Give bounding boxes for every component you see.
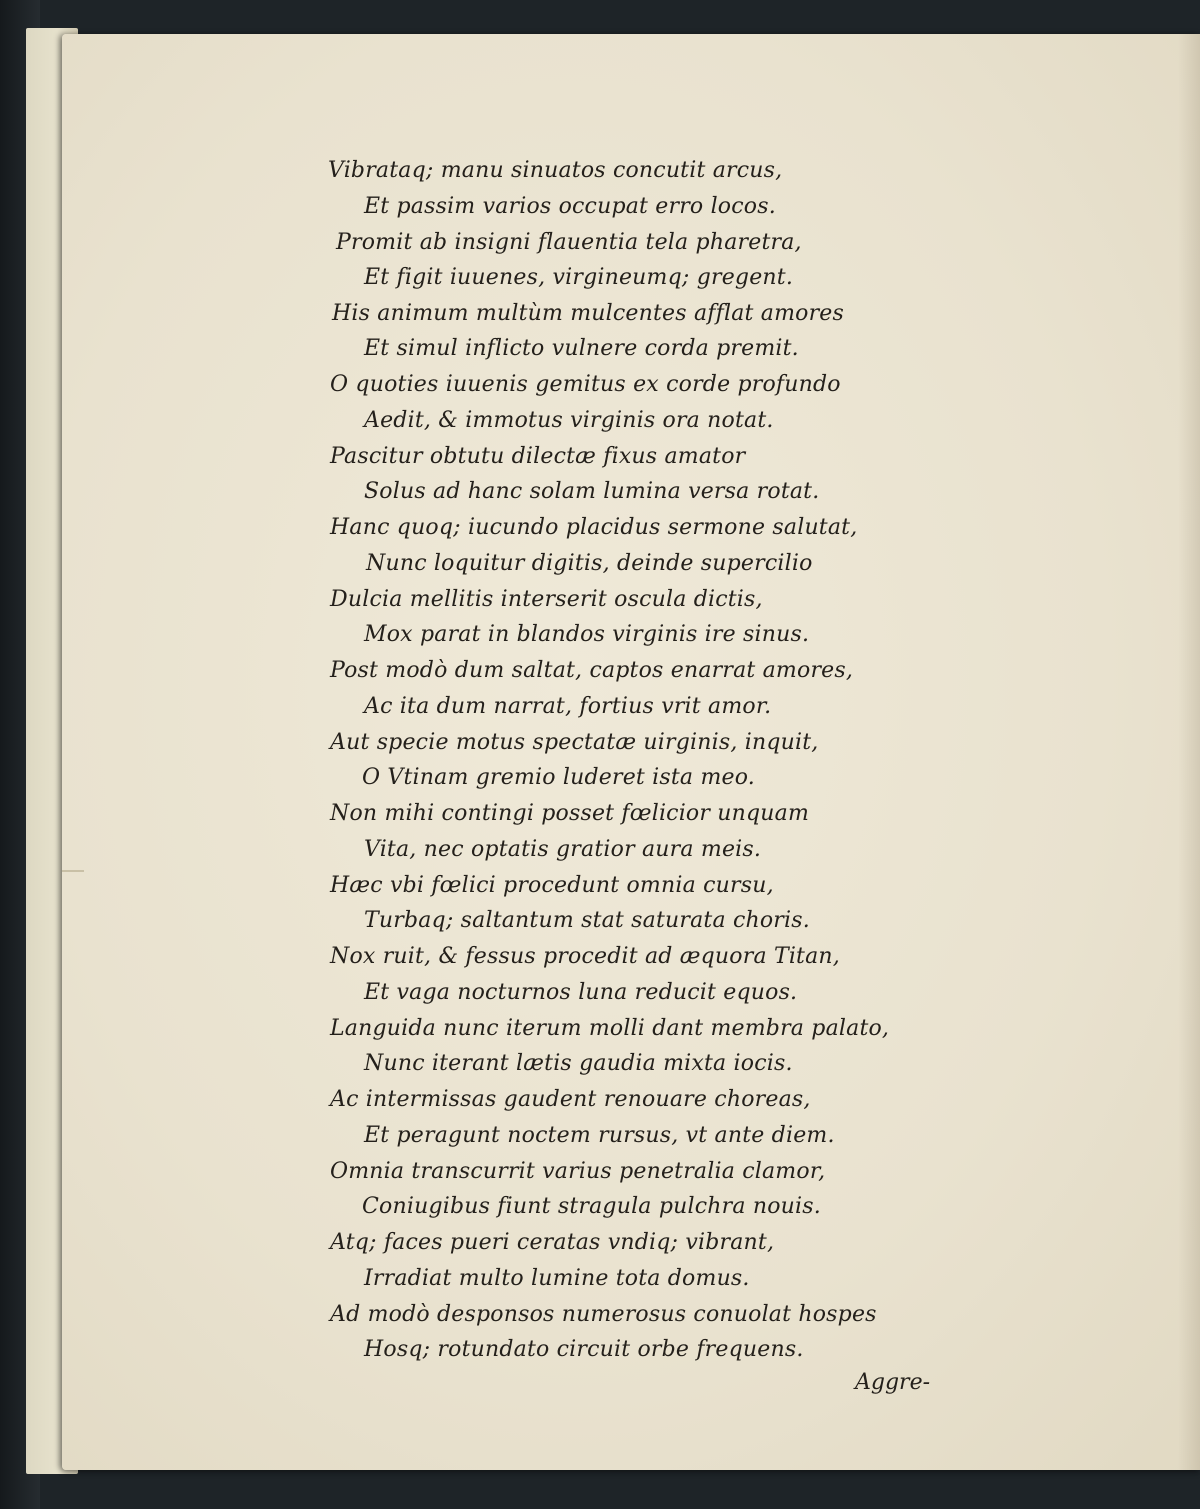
verse-line: Nunc loquitur digitis, deinde supercilio bbox=[366, 551, 813, 576]
verse-line: Aedit, & immotus virginis ora notat. bbox=[364, 408, 774, 433]
verse-line: Coniugibus fiunt stragula pulchra nouis. bbox=[362, 1194, 821, 1219]
verse-line: Solus ad hanc solam lumina versa rotat. bbox=[364, 479, 820, 504]
verse-line: Atq; faces pueri ceratas vndiq; vibrant, bbox=[330, 1230, 775, 1255]
verse-line: Et figit iuuenes, virgineumq; gregent. bbox=[364, 265, 794, 290]
verse-line: Dulcia mellitis interserit oscula dictis, bbox=[330, 587, 763, 612]
verse-line: Promit ab insigni flauentia tela pharetra, bbox=[336, 230, 802, 255]
verse-line: Ac intermissas gaudent renouare choreas, bbox=[330, 1087, 811, 1112]
verse-line: Pascitur obtutu dilectæ fixus amator bbox=[330, 444, 746, 469]
verse-line: Hanc quoq; iucundo placidus sermone salutat, bbox=[330, 515, 858, 540]
catchword: Aggre- bbox=[855, 1370, 931, 1395]
verse-line: Nox ruit, & fessus procedit ad æquora Titan, bbox=[330, 944, 840, 969]
verse-line: Aut specie motus spectatæ uirginis, inquit, bbox=[330, 730, 819, 755]
verse-line: Et passim varios occupat erro locos. bbox=[364, 194, 776, 219]
verse-line: Et simul inflicto vulnere corda premit. bbox=[364, 336, 799, 361]
verse-line: Non mihi contingi posset fœlicior unquam bbox=[330, 801, 810, 826]
verse-line: Irradiat multo lumine tota domus. bbox=[364, 1266, 750, 1291]
verse-line: O Vtinam gremio luderet ista meo. bbox=[362, 765, 755, 790]
verse-line: Post modò dum saltat, captos enarrat amores, bbox=[330, 658, 854, 683]
verse-line: Et vaga nocturnos luna reducit equos. bbox=[364, 980, 798, 1005]
book-page bbox=[62, 34, 1200, 1470]
verse-line: Omnia transcurrit varius penetralia clamor, bbox=[330, 1159, 826, 1184]
verse-line: Ad modò desponsos numerosus conuolat hospes bbox=[330, 1302, 877, 1327]
verse-line: Turbaq; saltantum stat saturata choris. bbox=[364, 908, 810, 933]
verse-line: His animum multùm mulcentes afflat amores bbox=[332, 301, 844, 326]
verse-line: Languida nunc iterum molli dant membra palato, bbox=[330, 1016, 890, 1041]
page-fold-mark bbox=[62, 852, 84, 872]
verse-line: O quoties iuuenis gemitus ex corde profundo bbox=[330, 372, 841, 397]
verse-line: Vibrataq; manu sinuatos concutit arcus, bbox=[328, 158, 783, 183]
verse-line: Vita, nec optatis gratior aura meis. bbox=[364, 837, 762, 862]
verse-line: Nunc iterant lætis gaudia mixta iocis. bbox=[364, 1051, 793, 1076]
verse-line: Mox parat in blandos virginis ire sinus. bbox=[364, 622, 810, 647]
verse-line: Hæc vbi fœlici procedunt omnia cursu, bbox=[330, 873, 774, 898]
verse-line: Et peragunt noctem rursus, vt ante diem. bbox=[364, 1123, 835, 1148]
page-gutter-shadow bbox=[1178, 34, 1200, 1470]
verse-line: Hosq; rotundato circuit orbe frequens. bbox=[364, 1337, 804, 1362]
verse-line: Ac ita dum narrat, fortius vrit amor. bbox=[364, 694, 772, 719]
